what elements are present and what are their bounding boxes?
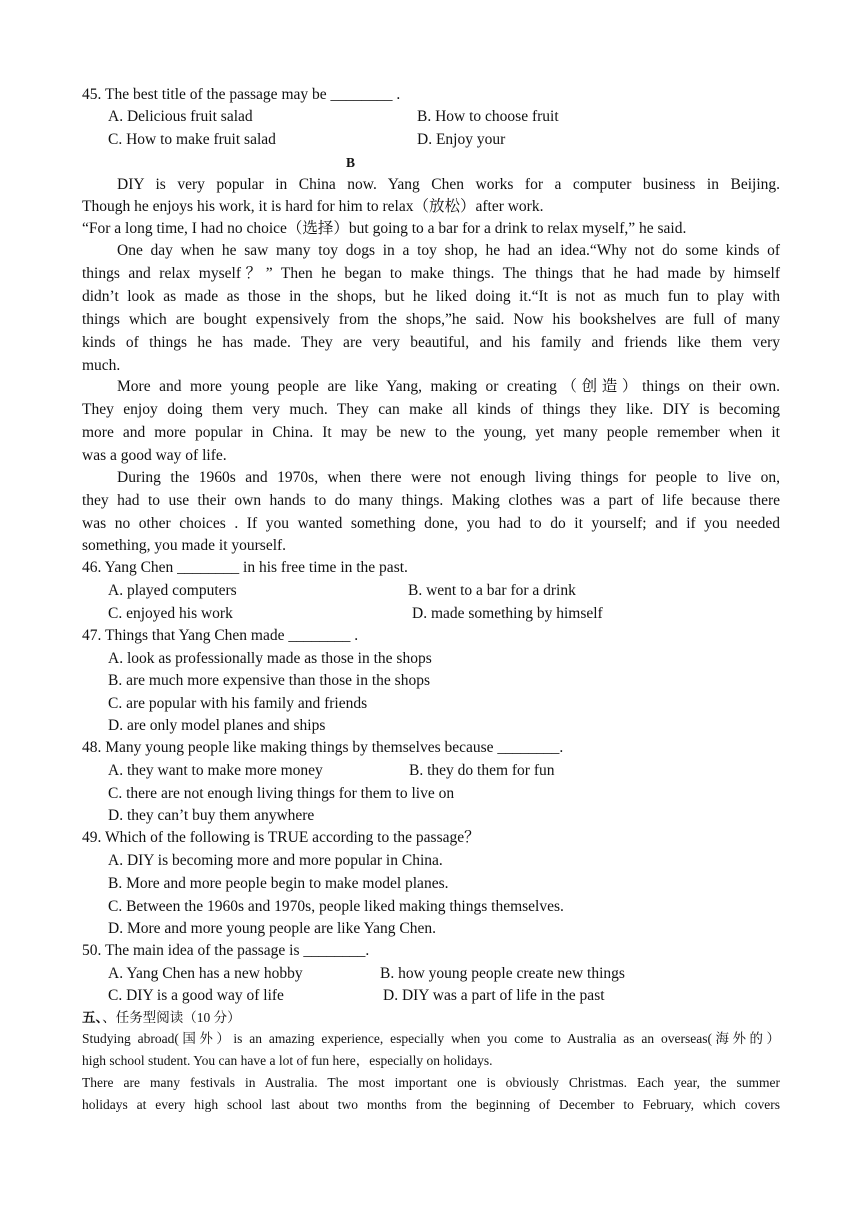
passage-b-p2-line5: kinds of things he has made. They are very beautiful, and his family and friends like them very [82,334,780,351]
q49-stem: 49. Which of the following is TRUE according to the passage？ [82,829,480,846]
passage-b-p1-line1: DIY is very popular in China now. Yang Chen works for a computer business in Beijing. [117,176,780,193]
passage-b-p4-line1: During the 1960s and 1970s, when there were not enough living things for people to live on, [117,469,780,486]
passage-b-p4-line3: was no other choices . If you wanted something done, you had to do it yourself; and if you needed [82,515,780,532]
q50-option-b: B. how young people create new things [380,965,625,982]
q49-option-c: C. Between the 1960s and 1970s, people liked making things themselves. [108,898,564,915]
passage-b-p2-line4: things which are bought expensively from the shops,”he said. Now his bookshelves are full of many [82,311,780,328]
q49-option-a: A. DIY is becoming more and more popular in China. [108,852,443,869]
passage-b-p2-line1: One day when he saw many toy dogs in a toy shop, he had an idea.“Why not do some kinds of [117,242,780,259]
q45-option-d: D. Enjoy your [417,131,506,148]
q46-option-d: D. made something by himself [412,605,603,622]
passage-b-p4-line2: they had to use their own hands to do many things. Making clothes was a part of life because there [82,492,780,509]
q48-option-d: D. they can’t buy them anywhere [108,807,315,824]
q45-option-c: C. How to make fruit salad [108,131,276,148]
passage-b-p4-line4: something, you made it yourself. [82,537,287,554]
q48-option-c: C. there are not enough living things for them to live on [108,785,455,802]
section-5-heading [82,1008,241,1028]
q47-option-c: C. are popular with his family and friends [108,695,368,712]
q50-stem: 50. The main idea of the passage is ________. [82,942,370,959]
passage-b-p2-line3: didn’t look as made as those in the shops, but he liked doing it.“It is not as much fun to play with [82,288,780,305]
passage-b-p1-line2: Though he enjoys his work, it is hard for him to relax（放松）after work. [82,198,544,215]
section-5-p2-line1: There are many festivals in Australia. The most important one is obviously Christmas. Each year, the summer [82,1075,780,1090]
q47-option-d: D. are only model planes and ships [108,717,326,734]
passage-b-p3-line4: was a good way of life. [82,447,227,464]
q45-option-a: A. Delicious fruit salad [108,108,253,125]
section-5-number: 五、 [82,1010,103,1025]
q48-option-a: A. they want to make more money [108,762,323,779]
section-5-title: 、任务型阅读（10 分） [102,1010,241,1025]
q46-option-a: A. played computers [108,582,237,599]
q46-option-b: B. went to a bar for a drink [408,582,576,599]
passage-b-p3-line1: More and more young people are like Yang, making or creating（创造）things on their own. [117,378,780,395]
q46-stem: 46. Yang Chen ________ in his free time in the past. [82,559,408,576]
passage-b-p3-line2: They enjoy doing them very much. They can make all kinds of things they like. DIY is becoming [82,401,780,418]
passage-b-p1-line3: “For a long time, I had no choice（选择）but going to a bar for a drink to relax myself,” he said. [82,220,687,237]
passage-b-p3-line3: more and more popular in China. It may be new to the young, yet many people remember when it [82,424,780,441]
q50-option-a: A. Yang Chen has a new hobby [108,965,303,982]
section-b-heading: B [346,155,356,170]
q46-option-c: C. enjoyed his work [108,605,233,622]
q45-stem: 45. The best title of the passage may be ________ . [82,86,401,103]
passage-b-p2-line6: much. [82,357,121,374]
q50-option-d: D. DIY was a part of life in the past [383,987,605,1004]
q48-stem: 48. Many young people like making things by themselves because ________. [82,739,564,756]
q49-option-d: D. More and more young people are like Yang Chen. [108,920,437,937]
q48-option-b: B. they do them for fun [409,762,555,779]
q47-option-b: B. are much more expensive than those in the shops [108,672,430,689]
q47-stem: 47. Things that Yang Chen made ________ . [82,627,359,644]
q47-option-a: A. look as professionally made as those in the shops [108,650,432,667]
q49-option-b: B. More and more people begin to make model planes. [108,875,449,892]
passage-b-p2-line2: things and relax myself？” Then he began to make things. The things that he had made by himself [82,265,780,282]
q45-option-b: B. How to choose fruit [417,108,559,125]
q50-option-c: C. DIY is a good way of life [108,987,284,1004]
section-5-p2-line2: holidays at every high school last about two months from the beginning of December to February, which covers [82,1097,780,1112]
section-5-p1-line2: high school student. You can have a lot of fun here，especially on holidays. [82,1053,493,1068]
section-5-p1-line1: Studying abroad(国外）is an amazing experience, especially when you come to Australia as an overseas(海外的） [82,1031,780,1046]
